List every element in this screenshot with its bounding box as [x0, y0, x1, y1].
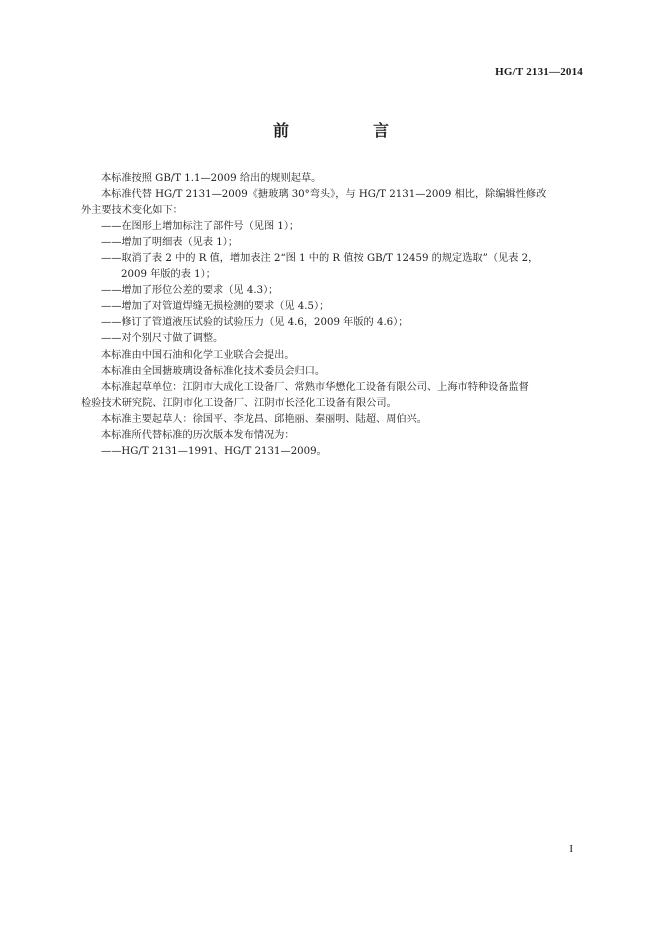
- page-title: 前 言: [272, 121, 423, 140]
- paragraph-replacement-line1: 本标准代替 HG/T 2131—2009《搪玻璃 30°弯头》，与 HG/T 2131—2009 相比，除编辑性修改: [101, 189, 547, 201]
- change-item: ——修订了管道液压试验的试验压力（见 4.6，2009 年版的 4.6）；: [101, 317, 409, 329]
- paragraph-history: 本标准所代替标准的历次版本发布情况为：: [101, 429, 295, 441]
- change-item-continuation: 2009 年版的表 1）；: [121, 269, 216, 281]
- history-item: ——HG/T 2131—1991、HG/T 2131—2009。: [101, 445, 327, 457]
- paragraph-proposer: 本标准由中国石油和化学工业联合会提出。: [101, 349, 295, 361]
- change-item: ——对个别尺寸做了调整。: [101, 333, 224, 345]
- paragraph-drafting-units-line1: 本标准起草单位：江阴市大成化工设备厂、常熟市华懋化工设备有限公司、上海市特种设备监督: [101, 381, 529, 393]
- paragraph-administrator: 本标准由全国搪玻璃设备标准化技术委员会归口。: [101, 365, 326, 377]
- foreword-body: [81, 171, 587, 460]
- paragraph-drafting-units-line2: 检验技术研究院、江阴市化工设备厂、江阴市长泾化工设备有限公司。: [81, 397, 397, 409]
- change-item: ——在图形上增加标注了部件号（见图 1）；: [101, 221, 300, 233]
- change-item: ——增加了对管道焊缝无损检测的要求（见 4.5）；: [101, 301, 330, 313]
- change-item: ——取消了表 2 中的 R 值，增加表注 2“图 1 中的 R 值按 GB/T 12459 的规定选取”（见表 2，: [101, 253, 539, 265]
- paragraph-replacement-line2: 外主要技术变化如下：: [81, 205, 183, 217]
- paragraph-drafters: 本标准主要起草人：徐国平、李龙昌、邱艳丽、秦丽明、陆超、周伯兴。: [101, 413, 427, 425]
- paragraph-drafting-rules: 本标准按照 GB/T 1.1—2009 给出的规则起草。: [101, 173, 322, 184]
- change-item: ——增加了形位公差的要求（见 4.3）；: [101, 285, 279, 297]
- document-id: HG/T 2131—2014: [495, 66, 583, 78]
- change-item: ——增加了明细表（见表 1）；: [101, 237, 239, 249]
- page-number: I: [569, 843, 573, 855]
